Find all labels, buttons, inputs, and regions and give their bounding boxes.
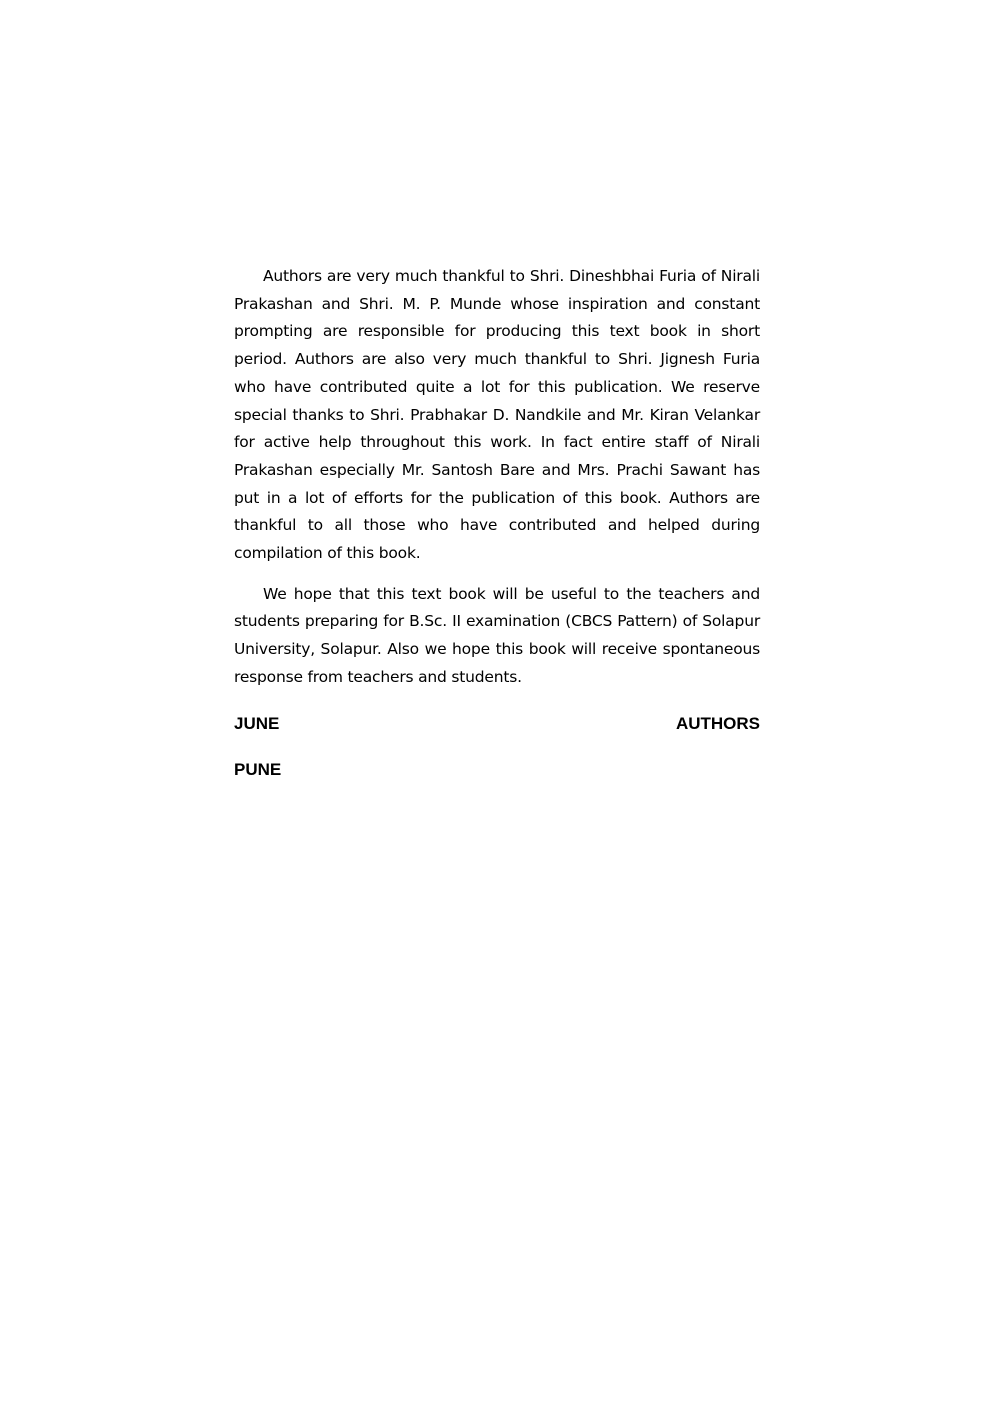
signature-place: PUNE bbox=[234, 759, 282, 779]
signature-authors: AUTHORS bbox=[675, 713, 760, 733]
signature-row bbox=[234, 714, 760, 734]
hope-paragraph: We hope that this text book will be useful to the teachers and students preparing for B.Sc. II examination (CBCS Pattern) of Solapur University, Solapur. Also we hope this book will receive spontaneous response from teachers and students. bbox=[234, 584, 760, 686]
signature-date: JUNE bbox=[234, 713, 280, 733]
acknowledgement-paragraph: Authors are very much thankful to Shri. Dineshbhai Furia of Nirali Prakashan and Shri. M. P. Munde whose inspiration and constant prompting are responsible for producing this text book in short period. Authors are also very much thankful to Shri. Jignesh Furia who have contributed quite a lot for this publication. We reserve special thanks to Shri. Prabhakar D. Nandkile and Mr. Kiran Velankar for active help throughout this work. In fact entire staff of Nirali Prakashan especially Mr. Santosh Bare and Mrs. Prachi Sawant has put in a lot of efforts for the publication of this book. Authors are thankful to all those who have contributed and helped during compilation of this book. bbox=[234, 267, 760, 563]
acknowledgement-section bbox=[234, 263, 760, 780]
